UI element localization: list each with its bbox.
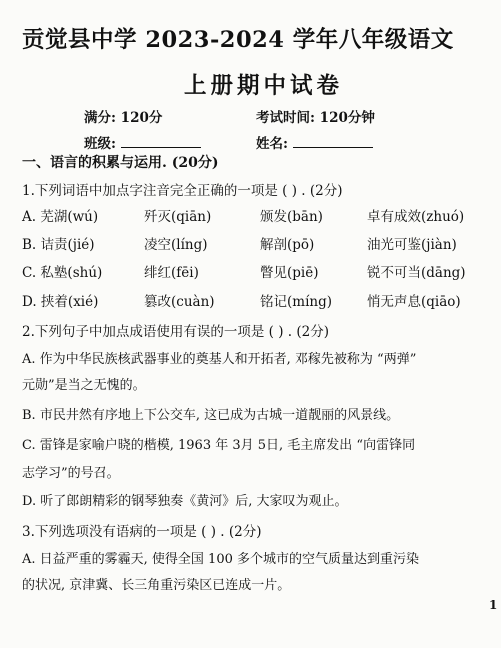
q1-option-b4: 油光可鉴(jiàn) <box>367 237 457 253</box>
exam-time: 考试时间: 120分钟 <box>256 110 375 126</box>
name-label: 姓名: <box>256 136 288 152</box>
q2-option-a-line2: 元勋”是当之无愧的。 <box>22 378 146 393</box>
section-heading-1: 一、语言的积累与运用. (20分) <box>22 155 219 171</box>
q1-option-c2: 绯红(fēi) <box>144 265 199 281</box>
q1-option-b3: 解剖(pō) <box>260 237 315 253</box>
name-blank[interactable] <box>293 133 373 148</box>
q2-option-c-line2: 志学习”的号召。 <box>22 466 120 481</box>
question-1-stem: 1.下列词语中加点字注音完全正确的一项是 ( ) . (2分) <box>22 183 343 199</box>
exam-title-line1: 贡觉县中学 2023-2024 学年八年级语文 <box>22 27 454 53</box>
q1-option-d2: 篡改(cuàn) <box>144 294 215 310</box>
q3-option-a-line1: A. 日益严重的雾霾天, 使得全国 100 多个城市的空气质量达到重污染 <box>22 552 419 567</box>
q1-option-d4: 悄无声息(qiāo) <box>367 294 461 310</box>
q1-option-c3: 瞥见(piē) <box>260 265 319 281</box>
page-number: 1 <box>489 598 498 612</box>
q2-option-d: D. 听了郎朗精彩的钢琴独奏《黄河》后, 大家叹为观止。 <box>22 494 348 509</box>
exam-title-line2: 上册期中试卷 <box>184 73 344 99</box>
q1-option-a1: A. 芜湖(wú) <box>22 209 99 225</box>
q3-option-a-line2: 的状况, 京津冀、长三角重污染区已连成一片。 <box>22 578 291 593</box>
q1-option-b1: B. 诘责(jié) <box>22 237 95 253</box>
question-3-stem: 3.下列选项没有语病的一项是 ( ) . (2分) <box>22 524 262 540</box>
q1-option-b2: 凌空(líng) <box>144 237 208 253</box>
q1-option-a2: 歼灭(qiān) <box>144 209 212 225</box>
full-score: 满分: 120分 <box>84 110 163 126</box>
name-field <box>256 132 373 152</box>
q1-option-a4: 卓有成效(zhuó) <box>367 209 465 225</box>
q2-option-b: B. 市民井然有序地上下公交车, 这已成为古城一道靓丽的风景线。 <box>22 408 400 423</box>
q1-option-a3: 颁发(bān) <box>260 209 323 225</box>
q1-option-d3: 铭记(míng) <box>260 294 332 310</box>
q2-option-a-line1: A. 作为中华民族核武器事业的奠基人和开拓者, 邓稼先被称为 “两弹” <box>22 352 417 367</box>
question-2-stem: 2.下列句子中加点成语使用有误的一项是 ( ) . (2分) <box>22 324 329 340</box>
class-label: 班级: <box>84 136 116 152</box>
q2-option-c-line1: C. 雷锋是家喻户晓的楷模, 1963 年 3月 5日, 毛主席发出 “向雷锋同 <box>22 438 416 453</box>
q1-option-d1: D. 挟着(xié) <box>22 294 99 310</box>
class-field <box>84 132 201 152</box>
question-1-options <box>22 205 492 325</box>
q1-option-c4: 锐不可当(dāng) <box>367 265 466 281</box>
class-blank[interactable] <box>121 133 201 148</box>
q1-option-c1: C. 私塾(shú) <box>22 265 103 281</box>
